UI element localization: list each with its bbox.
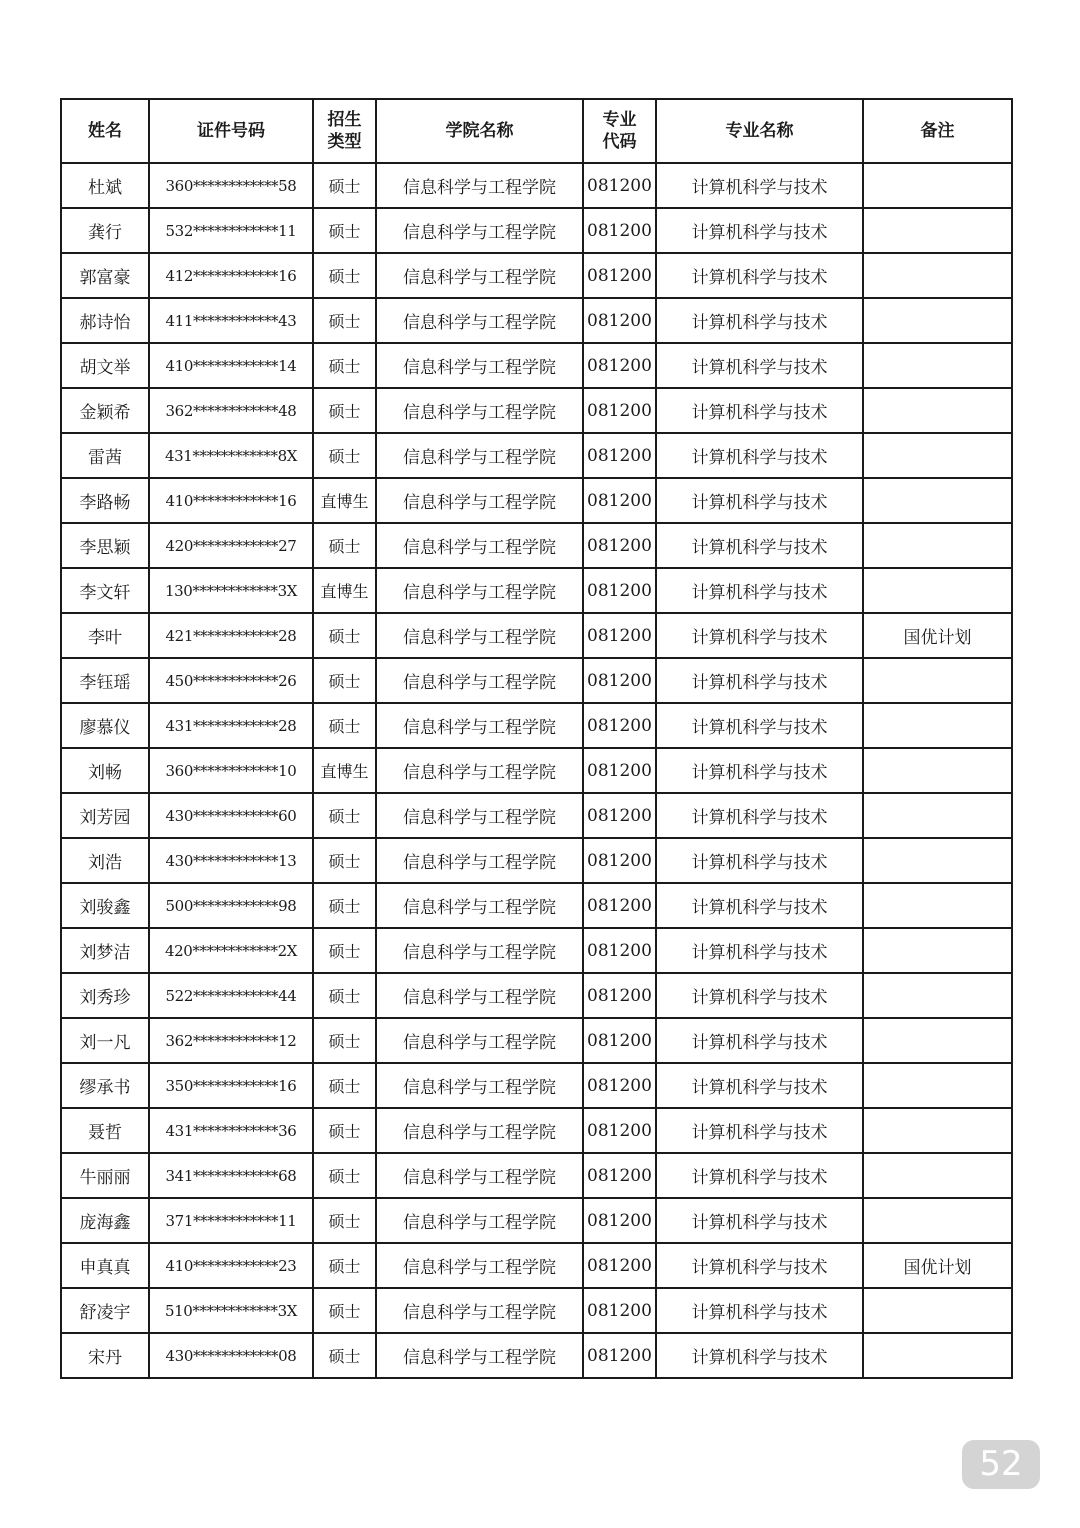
table-row — [61, 298, 1012, 343]
cell-college-name: 信息科学与工程学院 — [376, 1243, 583, 1288]
cell-major-code: 081200 — [583, 973, 656, 1018]
cell-enrollment-type: 硕士 — [313, 1018, 376, 1063]
cell-enrollment-type: 硕士 — [313, 343, 376, 388]
cell-major-code: 081200 — [583, 1108, 656, 1153]
cell-id-number: 412************16 — [149, 253, 313, 298]
table-row — [61, 973, 1012, 1018]
cell-major-name: 计算机科学与技术 — [656, 568, 863, 613]
cell-name: 郝诗怡 — [61, 298, 149, 343]
cell-id-number: 510************3X — [149, 1288, 313, 1333]
cell-enrollment-type: 硕士 — [313, 883, 376, 928]
cell-remarks — [863, 658, 1012, 703]
cell-name: 牛丽丽 — [61, 1153, 149, 1198]
cell-id-number: 410************16 — [149, 478, 313, 523]
cell-major-name: 计算机科学与技术 — [656, 1243, 863, 1288]
cell-major-name: 计算机科学与技术 — [656, 433, 863, 478]
cell-name: 宋丹 — [61, 1333, 149, 1378]
cell-major-name: 计算机科学与技术 — [656, 928, 863, 973]
cell-college-name: 信息科学与工程学院 — [376, 703, 583, 748]
cell-major-code: 081200 — [583, 658, 656, 703]
cell-major-code: 081200 — [583, 1018, 656, 1063]
cell-name: 刘一凡 — [61, 1018, 149, 1063]
table-row — [61, 433, 1012, 478]
cell-remarks: 国优计划 — [863, 1243, 1012, 1288]
cell-major-name: 计算机科学与技术 — [656, 1108, 863, 1153]
header-id-number: 证件号码 — [149, 99, 313, 163]
cell-enrollment-type: 硕士 — [313, 838, 376, 883]
cell-major-name: 计算机科学与技术 — [656, 793, 863, 838]
cell-college-name: 信息科学与工程学院 — [376, 658, 583, 703]
cell-id-number: 430************13 — [149, 838, 313, 883]
cell-college-name: 信息科学与工程学院 — [376, 973, 583, 1018]
cell-enrollment-type: 硕士 — [313, 433, 376, 478]
cell-name: 廖慕仪 — [61, 703, 149, 748]
cell-enrollment-type: 硕士 — [313, 1063, 376, 1108]
cell-enrollment-type: 硕士 — [313, 1333, 376, 1378]
cell-remarks — [863, 568, 1012, 613]
cell-major-name: 计算机科学与技术 — [656, 703, 863, 748]
cell-major-code: 081200 — [583, 1333, 656, 1378]
cell-remarks — [863, 343, 1012, 388]
cell-college-name: 信息科学与工程学院 — [376, 433, 583, 478]
cell-name: 金颖希 — [61, 388, 149, 433]
cell-name: 聂哲 — [61, 1108, 149, 1153]
cell-major-name: 计算机科学与技术 — [656, 523, 863, 568]
table-row — [61, 658, 1012, 703]
table-row — [61, 838, 1012, 883]
cell-id-number: 431************28 — [149, 703, 313, 748]
table-row — [61, 883, 1012, 928]
table-row — [61, 1018, 1012, 1063]
cell-id-number: 350************16 — [149, 1063, 313, 1108]
cell-remarks — [863, 478, 1012, 523]
cell-remarks — [863, 433, 1012, 478]
header-major-name: 专业名称 — [656, 99, 863, 163]
cell-name: 申真真 — [61, 1243, 149, 1288]
cell-major-name: 计算机科学与技术 — [656, 298, 863, 343]
cell-id-number: 130************3X — [149, 568, 313, 613]
cell-enrollment-type: 直博生 — [313, 478, 376, 523]
cell-remarks — [863, 748, 1012, 793]
cell-remarks — [863, 208, 1012, 253]
cell-name: 缪承书 — [61, 1063, 149, 1108]
table-row — [61, 478, 1012, 523]
header-name: 姓名 — [61, 99, 149, 163]
cell-college-name: 信息科学与工程学院 — [376, 1108, 583, 1153]
table-row — [61, 928, 1012, 973]
cell-college-name: 信息科学与工程学院 — [376, 523, 583, 568]
cell-major-code: 081200 — [583, 883, 656, 928]
cell-name: 李钰瑶 — [61, 658, 149, 703]
table-row — [61, 703, 1012, 748]
cell-enrollment-type: 硕士 — [313, 163, 376, 208]
cell-college-name: 信息科学与工程学院 — [376, 298, 583, 343]
cell-major-name: 计算机科学与技术 — [656, 748, 863, 793]
cell-college-name: 信息科学与工程学院 — [376, 838, 583, 883]
cell-remarks — [863, 928, 1012, 973]
cell-name: 刘芳园 — [61, 793, 149, 838]
cell-enrollment-type: 硕士 — [313, 1243, 376, 1288]
table-row — [61, 1153, 1012, 1198]
admission-list-table — [60, 98, 1013, 1379]
cell-name: 刘畅 — [61, 748, 149, 793]
cell-id-number: 362************12 — [149, 1018, 313, 1063]
cell-college-name: 信息科学与工程学院 — [376, 883, 583, 928]
cell-major-name: 计算机科学与技术 — [656, 1063, 863, 1108]
cell-id-number: 532************11 — [149, 208, 313, 253]
cell-college-name: 信息科学与工程学院 — [376, 793, 583, 838]
cell-remarks — [863, 973, 1012, 1018]
cell-remarks — [863, 793, 1012, 838]
cell-major-code: 081200 — [583, 433, 656, 478]
cell-major-name: 计算机科学与技术 — [656, 343, 863, 388]
cell-remarks — [863, 883, 1012, 928]
cell-name: 胡文举 — [61, 343, 149, 388]
cell-major-code: 081200 — [583, 748, 656, 793]
cell-enrollment-type: 直博生 — [313, 748, 376, 793]
cell-major-name: 计算机科学与技术 — [656, 388, 863, 433]
table-row — [61, 1063, 1012, 1108]
cell-major-code: 081200 — [583, 1288, 656, 1333]
cell-major-code: 081200 — [583, 343, 656, 388]
cell-remarks — [863, 253, 1012, 298]
cell-name: 郭富豪 — [61, 253, 149, 298]
cell-id-number: 431************36 — [149, 1108, 313, 1153]
cell-name: 李思颖 — [61, 523, 149, 568]
table-row — [61, 613, 1012, 658]
cell-name: 李路畅 — [61, 478, 149, 523]
cell-id-number: 410************14 — [149, 343, 313, 388]
cell-major-code: 081200 — [583, 928, 656, 973]
cell-major-name: 计算机科学与技术 — [656, 163, 863, 208]
cell-major-code: 081200 — [583, 163, 656, 208]
cell-enrollment-type: 硕士 — [313, 1108, 376, 1153]
cell-college-name: 信息科学与工程学院 — [376, 253, 583, 298]
table-row — [61, 253, 1012, 298]
cell-college-name: 信息科学与工程学院 — [376, 1198, 583, 1243]
cell-name: 龚行 — [61, 208, 149, 253]
cell-major-code: 081200 — [583, 1198, 656, 1243]
cell-major-code: 081200 — [583, 613, 656, 658]
cell-id-number: 431************8X — [149, 433, 313, 478]
cell-id-number: 360************58 — [149, 163, 313, 208]
cell-remarks — [863, 298, 1012, 343]
cell-major-code: 081200 — [583, 793, 656, 838]
cell-enrollment-type: 硕士 — [313, 388, 376, 433]
cell-major-code: 081200 — [583, 523, 656, 568]
cell-remarks — [863, 1333, 1012, 1378]
cell-major-code: 081200 — [583, 1243, 656, 1288]
cell-remarks — [863, 523, 1012, 568]
cell-major-name: 计算机科学与技术 — [656, 1198, 863, 1243]
cell-major-name: 计算机科学与技术 — [656, 613, 863, 658]
cell-remarks — [863, 163, 1012, 208]
cell-major-code: 081200 — [583, 703, 656, 748]
cell-enrollment-type: 硕士 — [313, 928, 376, 973]
cell-enrollment-type: 硕士 — [313, 1288, 376, 1333]
cell-remarks: 国优计划 — [863, 613, 1012, 658]
cell-major-code: 081200 — [583, 298, 656, 343]
table-header-row — [61, 99, 1012, 163]
cell-major-name: 计算机科学与技术 — [656, 208, 863, 253]
cell-enrollment-type: 硕士 — [313, 613, 376, 658]
table-row — [61, 1333, 1012, 1378]
cell-major-name: 计算机科学与技术 — [656, 478, 863, 523]
cell-enrollment-type: 硕士 — [313, 298, 376, 343]
cell-major-code: 081200 — [583, 1063, 656, 1108]
table-row — [61, 793, 1012, 838]
cell-id-number: 410************23 — [149, 1243, 313, 1288]
table-row — [61, 748, 1012, 793]
cell-major-name: 计算机科学与技术 — [656, 1018, 863, 1063]
cell-major-name: 计算机科学与技术 — [656, 883, 863, 928]
cell-name: 李叶 — [61, 613, 149, 658]
cell-college-name: 信息科学与工程学院 — [376, 1063, 583, 1108]
cell-college-name: 信息科学与工程学院 — [376, 163, 583, 208]
table-row — [61, 208, 1012, 253]
header-enrollment-type: 招生 类型 — [313, 99, 376, 163]
table-row — [61, 343, 1012, 388]
table-row — [61, 1198, 1012, 1243]
cell-major-name: 计算机科学与技术 — [656, 253, 863, 298]
cell-remarks — [863, 703, 1012, 748]
cell-id-number: 360************10 — [149, 748, 313, 793]
cell-major-name: 计算机科学与技术 — [656, 658, 863, 703]
cell-enrollment-type: 硕士 — [313, 793, 376, 838]
cell-major-code: 081200 — [583, 478, 656, 523]
table-body — [61, 163, 1012, 1378]
cell-remarks — [863, 1018, 1012, 1063]
cell-major-name: 计算机科学与技术 — [656, 1288, 863, 1333]
table-row — [61, 1108, 1012, 1153]
cell-major-name: 计算机科学与技术 — [656, 973, 863, 1018]
cell-name: 刘浩 — [61, 838, 149, 883]
cell-remarks — [863, 838, 1012, 883]
cell-college-name: 信息科学与工程学院 — [376, 748, 583, 793]
cell-enrollment-type: 硕士 — [313, 1153, 376, 1198]
cell-id-number: 450************26 — [149, 658, 313, 703]
cell-enrollment-type: 直博生 — [313, 568, 376, 613]
cell-remarks — [863, 1108, 1012, 1153]
cell-name: 刘梦洁 — [61, 928, 149, 973]
table-row — [61, 163, 1012, 208]
cell-enrollment-type: 硕士 — [313, 658, 376, 703]
cell-college-name: 信息科学与工程学院 — [376, 478, 583, 523]
cell-enrollment-type: 硕士 — [313, 208, 376, 253]
cell-id-number: 421************28 — [149, 613, 313, 658]
header-major-code: 专业 代码 — [583, 99, 656, 163]
cell-name: 刘骏鑫 — [61, 883, 149, 928]
cell-id-number: 411************43 — [149, 298, 313, 343]
cell-college-name: 信息科学与工程学院 — [376, 1153, 583, 1198]
cell-id-number: 362************48 — [149, 388, 313, 433]
cell-major-code: 081200 — [583, 1153, 656, 1198]
cell-major-code: 081200 — [583, 388, 656, 433]
cell-major-code: 081200 — [583, 838, 656, 883]
cell-id-number: 430************08 — [149, 1333, 313, 1378]
table-row — [61, 388, 1012, 433]
cell-name: 李文轩 — [61, 568, 149, 613]
cell-id-number: 500************98 — [149, 883, 313, 928]
header-remarks: 备注 — [863, 99, 1012, 163]
cell-college-name: 信息科学与工程学院 — [376, 928, 583, 973]
cell-remarks — [863, 1153, 1012, 1198]
cell-enrollment-type: 硕士 — [313, 523, 376, 568]
table-row — [61, 1243, 1012, 1288]
cell-major-code: 081200 — [583, 253, 656, 298]
cell-remarks — [863, 1288, 1012, 1333]
cell-college-name: 信息科学与工程学院 — [376, 613, 583, 658]
cell-name: 舒凌宇 — [61, 1288, 149, 1333]
cell-remarks — [863, 388, 1012, 433]
cell-college-name: 信息科学与工程学院 — [376, 343, 583, 388]
cell-major-code: 081200 — [583, 568, 656, 613]
page-number-badge: 52 — [962, 1440, 1040, 1489]
cell-college-name: 信息科学与工程学院 — [376, 1018, 583, 1063]
cell-enrollment-type: 硕士 — [313, 253, 376, 298]
cell-major-name: 计算机科学与技术 — [656, 838, 863, 883]
table-row — [61, 523, 1012, 568]
cell-major-name: 计算机科学与技术 — [656, 1333, 863, 1378]
cell-name: 庞海鑫 — [61, 1198, 149, 1243]
cell-enrollment-type: 硕士 — [313, 703, 376, 748]
cell-id-number: 420************27 — [149, 523, 313, 568]
cell-id-number: 341************68 — [149, 1153, 313, 1198]
header-college-name: 学院名称 — [376, 99, 583, 163]
cell-id-number: 371************11 — [149, 1198, 313, 1243]
table-row — [61, 1288, 1012, 1333]
cell-major-code: 081200 — [583, 208, 656, 253]
cell-enrollment-type: 硕士 — [313, 973, 376, 1018]
cell-enrollment-type: 硕士 — [313, 1198, 376, 1243]
cell-major-name: 计算机科学与技术 — [656, 1153, 863, 1198]
cell-id-number: 420************2X — [149, 928, 313, 973]
cell-college-name: 信息科学与工程学院 — [376, 388, 583, 433]
cell-college-name: 信息科学与工程学院 — [376, 568, 583, 613]
table-row — [61, 568, 1012, 613]
cell-id-number: 522************44 — [149, 973, 313, 1018]
cell-college-name: 信息科学与工程学院 — [376, 208, 583, 253]
cell-college-name: 信息科学与工程学院 — [376, 1333, 583, 1378]
cell-name: 刘秀珍 — [61, 973, 149, 1018]
cell-college-name: 信息科学与工程学院 — [376, 1288, 583, 1333]
cell-name: 杜斌 — [61, 163, 149, 208]
cell-remarks — [863, 1063, 1012, 1108]
cell-remarks — [863, 1198, 1012, 1243]
cell-name: 雷茜 — [61, 433, 149, 478]
cell-id-number: 430************60 — [149, 793, 313, 838]
